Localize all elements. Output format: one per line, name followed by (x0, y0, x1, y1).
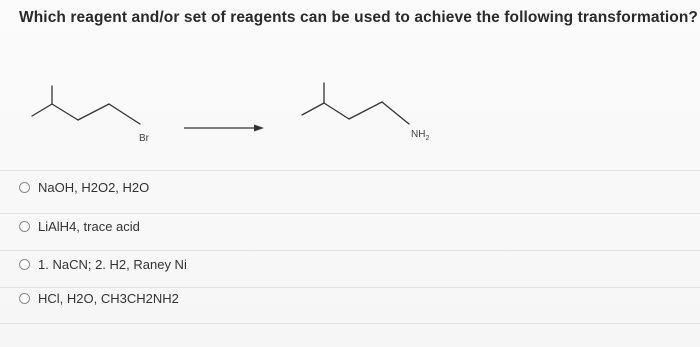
reaction-scheme-svg (0, 70, 700, 165)
radio-button[interactable] (19, 259, 30, 270)
divider (0, 250, 700, 251)
question-text: Which reagent and/or set of reagents can be used to achieve the following transformation? (19, 9, 698, 26)
answer-option[interactable] (19, 257, 187, 272)
reactant-bromine-label: Br (139, 133, 149, 144)
reactant-structure (32, 86, 140, 124)
product-amine-label: $NH_2$ (411, 129, 430, 142)
reaction-scheme (0, 70, 700, 165)
radio-button[interactable] (19, 221, 30, 232)
option-label: 1. NaCN; 2. H2, Raney Ni (38, 257, 187, 272)
option-label: LiAlH4, trace acid (38, 219, 140, 234)
option-label: NaOH, H2O2, H2O (38, 180, 150, 195)
option-label: HCl, H2O, CH3CH2NH2 (38, 291, 179, 306)
answer-option[interactable] (19, 219, 140, 234)
divider (0, 170, 700, 171)
reaction-arrow (184, 125, 264, 132)
divider (0, 213, 700, 214)
product-structure (302, 83, 409, 124)
radio-button[interactable] (19, 182, 30, 193)
answer-option[interactable] (19, 291, 179, 306)
divider (0, 323, 700, 324)
divider (0, 287, 700, 288)
answer-option[interactable] (19, 180, 149, 195)
radio-button[interactable] (19, 293, 30, 304)
